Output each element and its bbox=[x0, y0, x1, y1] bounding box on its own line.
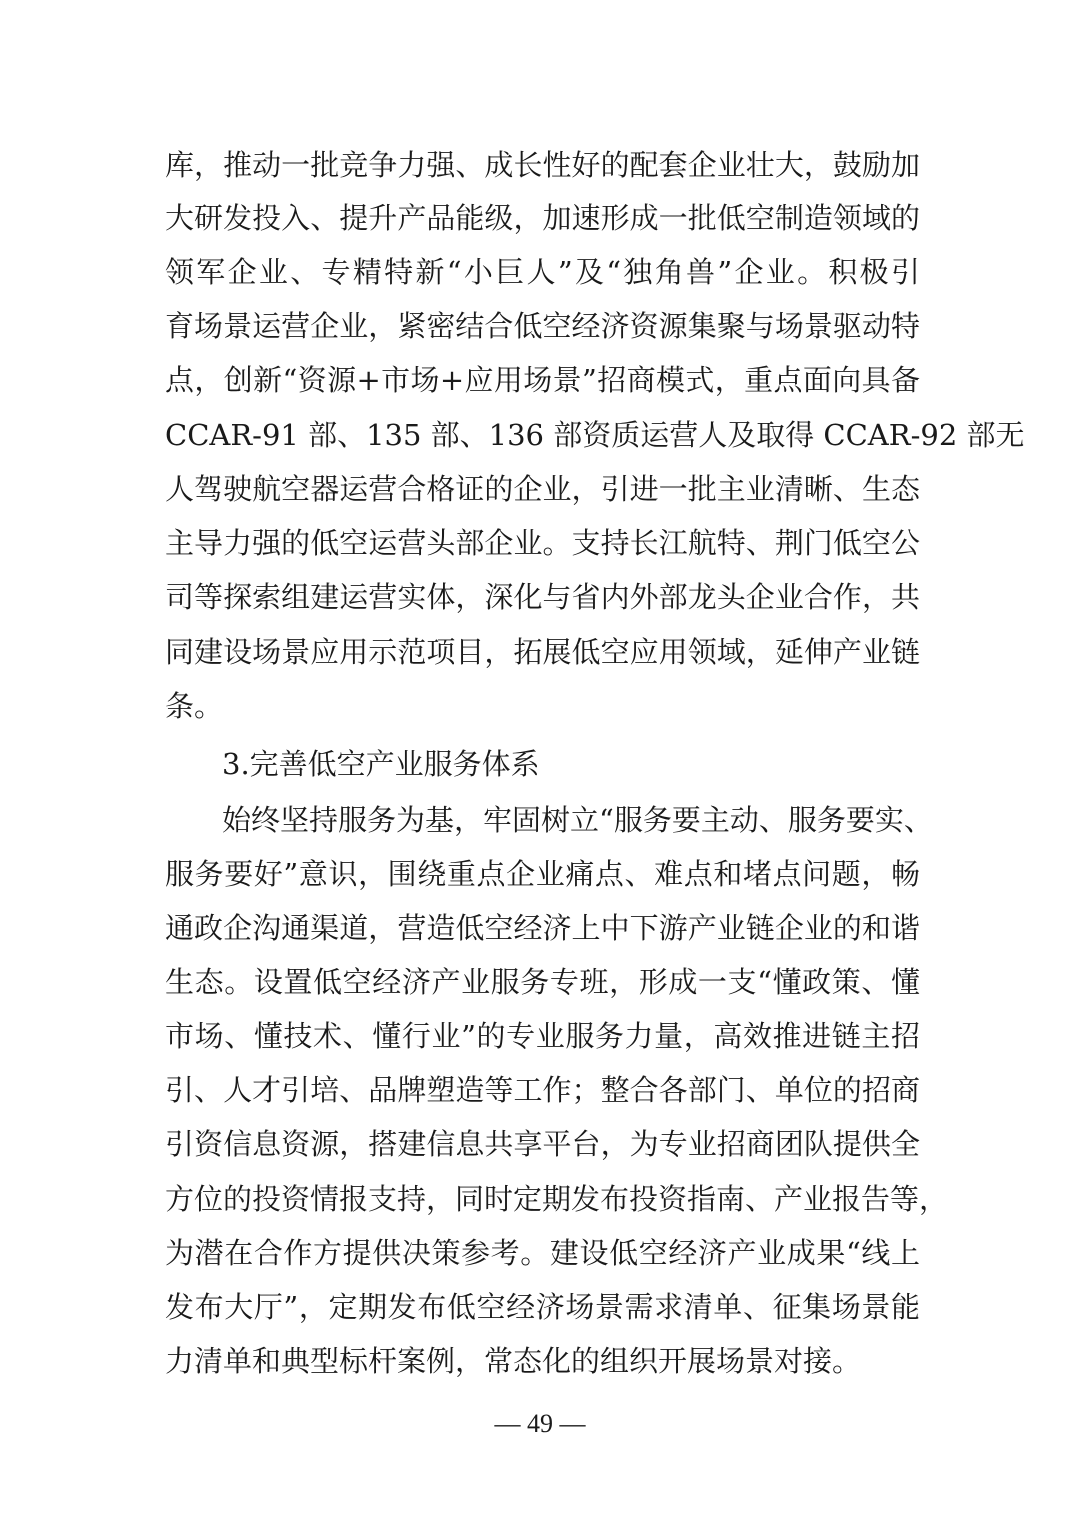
paragraph-2-line-6: 引、人才引培、品牌塑造等工作；整合各部门、单位的招商 bbox=[165, 1073, 920, 1107]
paragraph-2-line-5: 市场、懂技术、懂行业”的专业服务力量，高效推进链主招 bbox=[165, 1019, 920, 1053]
paragraph-1-line-3: 领军企业、专精特新“小巨人”及“独角兽”企业。积极引 bbox=[165, 255, 920, 289]
paragraph-2-line-3: 通政企沟通渠道，营造低空经济上中下游产业链企业的和谐 bbox=[165, 911, 920, 945]
paragraph-1-line-4: 育场景运营企业，紧密结合低空经济资源集聚与场景驱动特 bbox=[165, 309, 920, 343]
paragraph-1-line-2: 大研发投入、提升产品能级，加速形成一批低空制造领域的 bbox=[165, 201, 920, 235]
paragraph-1-line-1: 库，推动一批竞争力强、成长性好的配套企业壮大，鼓励加 bbox=[165, 148, 920, 182]
section-heading: 3.完善低空产业服务体系 bbox=[222, 747, 540, 781]
paragraph-2-line-8: 方位的投资情报支持，同时定期发布投资指南、产业报告等， bbox=[165, 1182, 949, 1216]
paragraph-2-line-9: 为潜在合作方提供决策参考。建设低空经济产业成果“线上 bbox=[165, 1236, 920, 1270]
paragraph-2-line-4: 生态。设置低空经济产业服务专班，形成一支“懂政策、懂 bbox=[165, 965, 920, 999]
paragraph-2-line-11: 力清单和典型标杆案例，常态化的组织开展场景对接。 bbox=[165, 1344, 862, 1378]
paragraph-1-line-9: 司等探索组建运营实体，深化与省内外部龙头企业合作，共 bbox=[165, 580, 920, 614]
paragraph-1-line-6: CCAR-91 部、135 部、136 部资质运营人及取得 CCAR-92 部无 bbox=[165, 418, 1025, 452]
paragraph-1-line-5: 点，创新“资源+市场+应用场景”招商模式，重点面向具备 bbox=[165, 363, 920, 397]
page-number: — 49 — bbox=[494, 1409, 586, 1438]
paragraph-1-line-11: 条。 bbox=[165, 689, 224, 723]
paragraph-1-line-7: 人驾驶航空器运营合格证的企业，引进一批主业清晰、生态 bbox=[165, 472, 920, 506]
paragraph-1-line-10: 同建设场景应用示范项目，拓展低空应用领域，延伸产业链 bbox=[165, 635, 920, 669]
paragraph-2-line-10: 发布大厅”，定期发布低空经济场景需求清单、征集场景能 bbox=[165, 1290, 920, 1324]
paragraph-2-line-2: 服务要好”意识，围绕重点企业痛点、难点和堵点问题，畅 bbox=[165, 857, 920, 891]
paragraph-2-line-1: 始终坚持服务为基，牢固树立“服务要主动、服务要实、 bbox=[222, 803, 933, 837]
paragraph-2-line-7: 引资信息资源，搭建信息共享平台，为专业招商团队提供全 bbox=[165, 1127, 920, 1161]
paragraph-1-line-8: 主导力强的低空运营头部企业。支持长江航特、荆门低空公 bbox=[165, 526, 920, 560]
